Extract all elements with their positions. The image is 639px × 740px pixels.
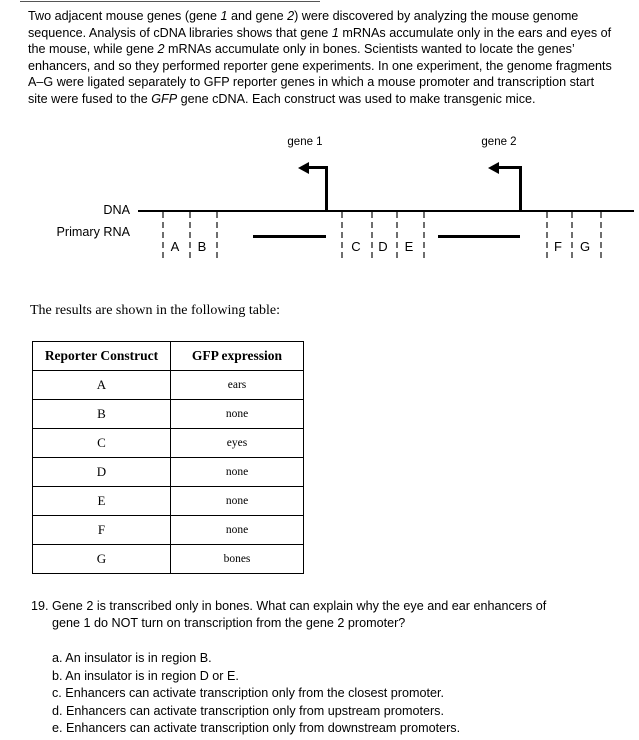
- intro-text-run: and gene: [227, 9, 288, 23]
- cell-reporter-construct: B: [33, 400, 171, 429]
- gene-2-transcription-arm: [497, 166, 522, 169]
- cell-gfp-expression: eyes: [171, 429, 304, 458]
- cell-gfp-expression: none: [171, 487, 304, 516]
- table-header-row: [33, 342, 304, 371]
- intro-text-run: mRNAs accumulate only in the ears and eyes of the mouse, while gene: [28, 25, 612, 57]
- region-letter-g: G: [579, 239, 591, 254]
- answer-choice-d[interactable]: d. Enhancers can activate transcription only from upstream promoters.: [52, 703, 444, 718]
- question-block: [31, 598, 601, 632]
- region-boundary-tick: [189, 212, 191, 258]
- column-header-gfp-expression: GFP expression: [171, 342, 304, 371]
- intro-italic-run: GFP: [151, 91, 178, 106]
- primary-rna-bar-1: [253, 235, 326, 238]
- cell-reporter-construct: F: [33, 516, 171, 545]
- intro-text-run: mRNAs accumulate only in bones. Scientists wanted to locate the genes’ enhancers, and so they performed reporter gene experiments. In one experiment, the genome fragments A–G were ligated separately to GFP reporter genes in which a mouse promoter and transcription start site were fused to the: [28, 42, 612, 106]
- table-row: [33, 458, 304, 487]
- intro-text-run: gene cDNA. Each construct was used to make transgenic mice.: [177, 91, 536, 106]
- question-line-1: 19. Gene 2 is transcribed only in bones. What can explain why the eye and ear enhancers of: [31, 599, 547, 613]
- intro-text-run: ) were discovered by analyzing the mouse genome sequence. Analysis of cDNA libraries shows that gene: [28, 9, 579, 40]
- gfp-expression-table: [32, 341, 304, 574]
- table-row: [33, 516, 304, 545]
- intro-paragraph: [28, 8, 613, 108]
- cell-reporter-construct: G: [33, 545, 171, 574]
- primary-rna-row-label: Primary RNA: [56, 225, 130, 239]
- gene-1-transcription-arm: [307, 166, 328, 169]
- gene-locus-diagram: [0, 130, 639, 280]
- region-boundary-tick: [600, 212, 602, 258]
- dna-axis-line: [138, 210, 634, 212]
- gene-1-transcription-stem: [325, 166, 328, 212]
- answer-choice-b[interactable]: b. An insulator is in region D or E.: [52, 668, 239, 683]
- primary-rna-bar-2: [438, 235, 520, 238]
- cell-gfp-expression: none: [171, 516, 304, 545]
- results-caption: The results are shown in the following table:: [30, 303, 280, 318]
- region-boundary-tick: [423, 212, 425, 258]
- table-row: [33, 545, 304, 574]
- table-row: [33, 429, 304, 458]
- intro-italic-run: 2: [157, 42, 165, 57]
- gene-2-transcription-stem: [519, 166, 522, 212]
- gene-1-label: gene 1: [287, 136, 323, 148]
- gene-2-label: gene 2: [481, 136, 517, 148]
- cell-reporter-construct: E: [33, 487, 171, 516]
- region-letter-f: F: [554, 239, 562, 254]
- region-letter-d: D: [378, 239, 388, 254]
- cell-gfp-expression: ears: [171, 371, 304, 400]
- dna-row-label: DNA: [103, 203, 130, 217]
- gene-1-arrowhead-icon: [298, 162, 309, 174]
- region-letter-b: B: [197, 239, 207, 254]
- cell-gfp-expression: none: [171, 458, 304, 487]
- answer-choices: [52, 650, 612, 738]
- cell-reporter-construct: C: [33, 429, 171, 458]
- region-boundary-tick: [341, 212, 343, 258]
- intro-italic-run: 1: [220, 9, 228, 23]
- intro-italic-run: 1: [331, 25, 339, 40]
- intro-text-run: Two adjacent mouse genes (gene: [28, 9, 221, 23]
- column-header-reporter-construct: Reporter Construct: [33, 342, 171, 371]
- region-boundary-tick: [216, 212, 218, 258]
- cell-gfp-expression: none: [171, 400, 304, 429]
- region-letter-a: A: [170, 239, 180, 254]
- cell-reporter-construct: A: [33, 371, 171, 400]
- region-boundary-tick: [396, 212, 398, 258]
- region-boundary-tick: [162, 212, 164, 258]
- table-row: [33, 371, 304, 400]
- question-line-2: gene 1 do NOT turn on transcription from the gene 2 promoter?: [52, 616, 406, 630]
- gene-2-arrowhead-icon: [488, 162, 499, 174]
- intro-italic-run: 2: [287, 9, 295, 23]
- answer-choice-c[interactable]: c. Enhancers can activate transcription only from the closest promoter.: [52, 686, 444, 700]
- cell-gfp-expression: bones: [171, 545, 304, 574]
- region-boundary-tick: [571, 212, 573, 258]
- region-letter-e: E: [404, 239, 414, 254]
- answer-choice-a[interactable]: a. An insulator is in region B.: [52, 651, 212, 665]
- cell-reporter-construct: D: [33, 458, 171, 487]
- table-row: [33, 400, 304, 429]
- region-letter-c: C: [351, 239, 361, 254]
- answer-choice-e[interactable]: e. Enhancers can activate transcription only from downstream promoters.: [52, 721, 461, 735]
- page-top-rule: [20, 1, 320, 2]
- table-row: [33, 487, 304, 516]
